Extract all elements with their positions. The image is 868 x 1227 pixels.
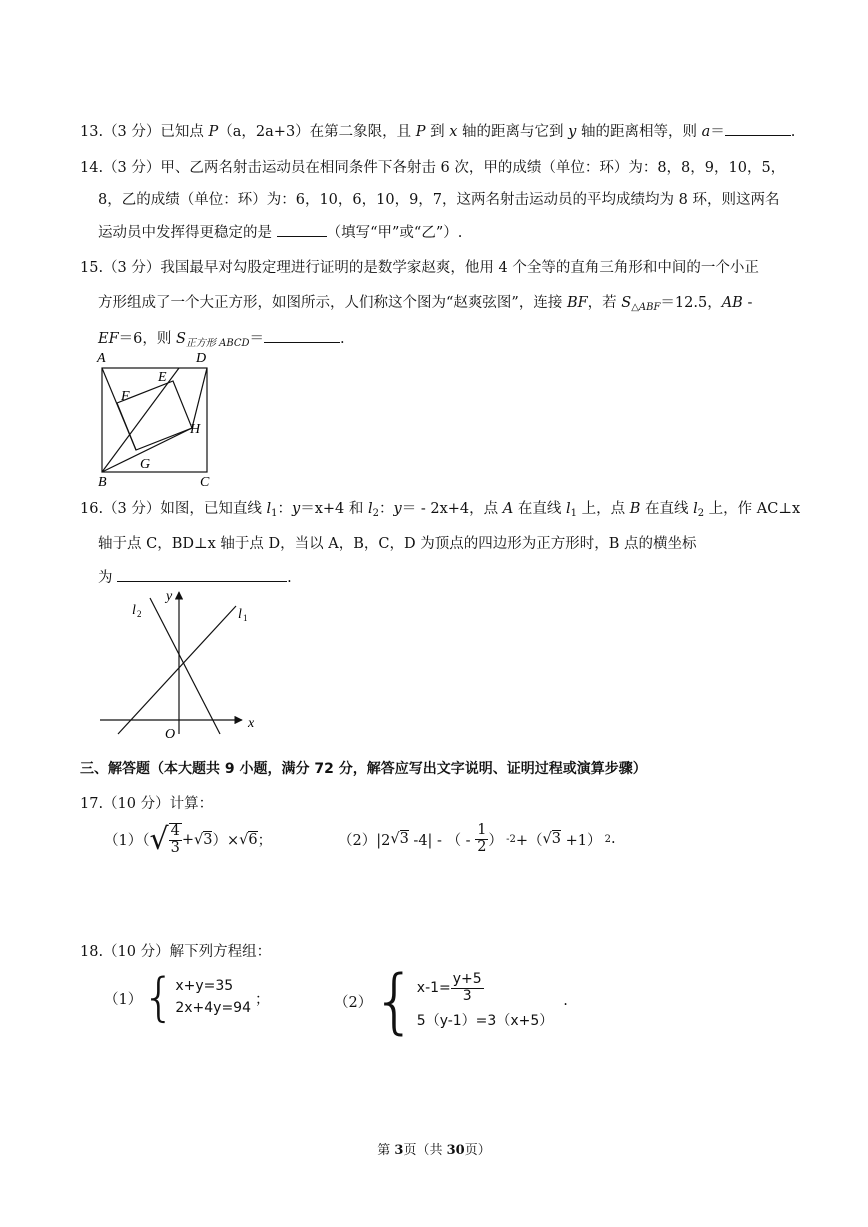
text: ： [277,501,293,517]
question-18-part-1 [104,968,270,1028]
text: 页（共 [403,1143,447,1158]
text: 在直线 [513,501,566,517]
exponent: 2 [601,833,612,845]
text: +（ [515,832,543,849]
var: EF [98,331,119,347]
subscript: 2 [372,508,380,519]
coordinate: （a，2a+3） [218,124,310,140]
var: y [568,124,577,140]
var: P [415,124,426,140]
text: ＝x+4 和 [300,501,369,517]
text: 运动员中发挥得更稳定的是 [98,225,277,241]
text: . [563,993,568,1009]
radical-sign: √ [149,821,169,857]
var: y [393,501,402,517]
text: 页） [464,1143,491,1158]
var: A [502,501,514,517]
label: （1） [104,991,143,1008]
text: 轴的距离与它到 [457,124,569,140]
var: a [701,124,711,140]
text: -4| - （ - [408,832,476,849]
text: 为 [98,570,118,586]
text: . [790,124,796,140]
var: l [266,501,272,517]
equation-system [417,972,553,1030]
radicand: 3 [203,831,213,848]
fraction [451,972,484,1004]
text: 轴的距离相等，则 [576,124,702,140]
text: 方形组成了一个大正方形，如图所示，人们称这个图为“赵爽弦图”，连接 [98,295,567,311]
question-14-line-3 [98,221,462,242]
question-15-line-1: 15.（3 分）我国最早对勾股定理进行证明的是数学家赵爽，他用 4 个全等的直角三角形和中间的一个小正 [80,260,759,276]
sqrt: √3 [542,831,561,848]
text: 上，作 AC⊥x [704,501,801,517]
label: （2）|2 [338,832,391,849]
sqrt: √3 [194,831,213,848]
text: x-1= [416,980,451,996]
denominator: 3 [170,839,180,856]
line-l2 [150,598,220,734]
x-axis-label: x [248,716,255,731]
fraction [475,823,488,856]
left-brace: { [142,968,176,1028]
label-D: D [196,351,207,366]
question-16-line-3 [98,566,292,587]
label-A: A [97,351,106,366]
page-number: 3 [394,1143,404,1158]
l2-subscript: 2 [137,609,142,619]
text: 在第二象限，且 [309,124,416,140]
l1-label: l [238,607,242,622]
question-17-part-2 [338,823,616,856]
label: （1）（ [104,833,150,850]
var: S [176,331,186,347]
answer-blank [117,567,287,582]
sqrt: √6 [239,831,258,848]
subscript: △ABF [631,302,661,313]
text: ； [255,991,270,1008]
question-14-line-1: 14.（3 分）甲、乙两名射击运动员在相同条件下各射击 6 次，甲的成绩（单位：环）为：8，8，9，10，5， [80,160,786,176]
question-17-title: 17.（10 分）计算： [80,796,214,812]
text: ＝ [249,331,265,347]
subscript: 1 [271,508,278,519]
var: l [693,501,698,517]
question-13 [80,120,795,141]
equation [417,972,553,1004]
label-B: B [98,475,107,490]
question-17-part-1 [104,823,272,857]
answer-blank [725,121,791,136]
label-H: H [190,422,201,437]
equation: x+y=35 [175,978,234,995]
numerator: y+5 [452,971,482,988]
var: y [292,501,301,517]
question-18-title: 18.（10 分）解下列方程组： [80,944,272,960]
text: ＝ - 2x+4，点 [401,501,503,517]
question-14-line-2: 8，乙的成绩（单位：环）为：6，10，6，10，9，7，这两名射击运动员的平均成绩均为 8 环，则这两名 [98,192,780,208]
var: AB [721,295,743,311]
denominator: 2 [477,838,487,855]
var: l [368,501,373,517]
var: l [565,501,571,517]
text: . [340,331,345,347]
numerator: 1 [477,822,487,838]
var: S [621,295,632,311]
text: . [611,831,616,848]
radicand: 6 [248,831,258,848]
radicand: 3 [399,831,409,848]
text: ，若 [587,295,622,311]
total-pages: 30 [446,1143,465,1158]
coordinate-graph [96,586,266,742]
text: +1） [560,832,602,849]
l1-subscript: 1 [243,613,248,623]
score: （3 分） [103,124,161,140]
text: ）× [212,833,240,850]
outer-square [102,368,207,472]
text: ； [257,833,273,850]
radicand: 3 [551,831,561,848]
text: ＝ [710,124,725,140]
equation-system [175,976,251,1019]
label-E: E [158,370,167,385]
question-18-part-2 [334,960,568,1042]
text: + [181,831,194,848]
subscript: 正方形 ABCD [185,338,250,349]
text: （填写“甲”或“乙”）. [326,225,463,241]
answer-blank [277,222,327,237]
exponent: -2 [502,833,516,845]
var: B [629,501,641,517]
zhao-shuang-diagram [94,346,222,490]
line-l1 [118,606,236,734]
label: （2） [334,994,373,1011]
denominator: 3 [462,987,472,1004]
question-16-line-2: 轴于点 C，BD⊥x 轴于点 D，当以 A，B，C，D 为顶点的四边形为正方形时，B 点的横坐标 [98,536,697,552]
question-16-line-1 [80,497,800,519]
equation: 2x+4y=94 [175,1000,251,1016]
text: ） [488,832,503,849]
text: 已知点 [160,124,209,140]
text: 第 [377,1143,395,1158]
text: ＝6，则 [118,331,176,347]
page-footer [0,1139,868,1158]
var: x [449,124,458,140]
origin-label: O [165,727,176,742]
sqrt: √3 [390,831,409,848]
question-15-line-2 [98,291,752,313]
subscript: 1 [570,508,577,519]
text: 16.（3 分）如图，已知直线 [80,501,267,517]
equation: 5（y-1）=3（x+5） [416,1012,554,1029]
y-axis-label: y [166,589,173,604]
text: ： [379,501,394,517]
numerator: 4 [170,823,180,839]
fraction [169,823,182,857]
section-heading: 三、解答题（本大题共 9 小题，满分 72 分，解答应写出文字说明、证明过程或演算步骤） [80,761,647,777]
label-G: G [140,457,151,472]
left-brace: { [372,960,417,1042]
text: 上，点 [576,501,630,517]
text: 在直线 [640,501,694,517]
text: 到 [425,124,450,140]
subscript: 2 [697,508,705,519]
label-F: F [121,389,130,404]
question-number: 13. [80,124,104,140]
l2-label: l [132,603,136,618]
sqrt-fraction [149,823,181,857]
var: BF [566,295,588,311]
label-C: C [200,475,210,490]
var: P [208,124,219,140]
text: . [287,570,292,586]
text: ＝12.5， [660,295,722,311]
text: - [742,295,753,311]
answer-blank [264,328,340,343]
